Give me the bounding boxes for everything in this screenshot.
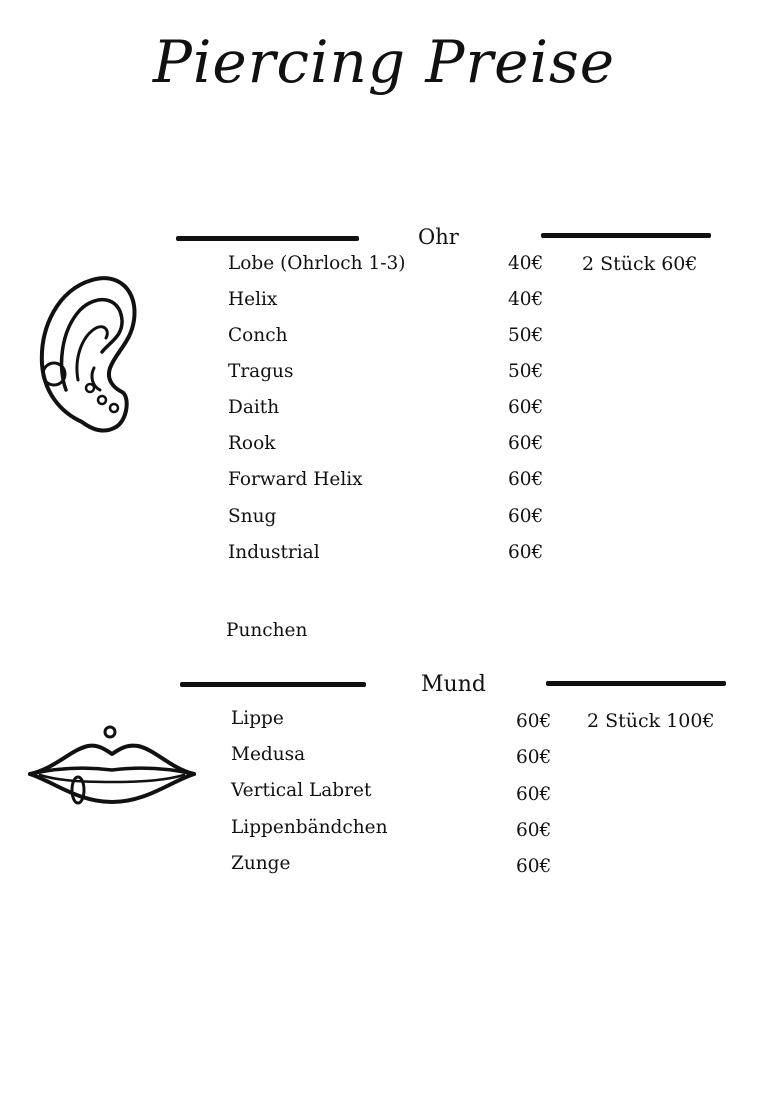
ohr-heading: Ohr — [418, 225, 459, 249]
list-item: Medusa — [231, 744, 306, 765]
list-item: Tragus — [228, 361, 294, 382]
list-item: Lippenbändchen — [231, 817, 388, 838]
list-item: Helix — [228, 289, 278, 310]
list-item: Industrial — [228, 542, 320, 563]
list-item: Snug — [228, 506, 277, 527]
list-item: Rook — [228, 433, 276, 454]
mund-rule-left — [180, 682, 366, 687]
list-item-price: 50€ — [508, 325, 544, 346]
list-item-price: 60€ — [516, 784, 552, 805]
list-item-price: 60€ — [508, 506, 544, 527]
ohr-rule-right — [541, 233, 711, 238]
list-item: Conch — [228, 325, 288, 346]
list-item-price: 60€ — [516, 820, 552, 841]
list-item-price: 50€ — [508, 361, 544, 382]
list-item-price: 60€ — [516, 747, 552, 768]
punchen-label: Punchen — [226, 620, 308, 641]
list-item: Daith — [228, 397, 280, 418]
list-item: Vertical Labret — [231, 780, 372, 801]
list-item-price: 60€ — [508, 433, 544, 454]
ear-icon — [30, 272, 142, 438]
list-item: Forward Helix — [228, 469, 363, 490]
page-title: Piercing Preise — [152, 28, 616, 96]
list-item-price: 60€ — [516, 711, 552, 732]
ohr-rule-left — [176, 236, 359, 241]
list-item: Lippe — [231, 708, 284, 729]
list-item-price: 40€ — [508, 289, 544, 310]
list-item-price: 60€ — [516, 856, 552, 877]
list-item-price: 60€ — [508, 469, 544, 490]
lips-icon — [26, 722, 198, 812]
ohr-bundle-note: 2 Stück 60€ — [582, 253, 698, 275]
list-item: Lobe (Ohrloch 1-3) — [228, 253, 406, 274]
mund-heading: Mund — [421, 672, 486, 697]
list-item: Zunge — [231, 853, 291, 874]
list-item-price: 40€ — [508, 253, 544, 274]
mund-rule-right — [546, 681, 726, 686]
mund-bundle-note: 2 Stück 100€ — [587, 710, 715, 732]
list-item-price: 60€ — [508, 397, 544, 418]
list-item-price: 60€ — [508, 542, 544, 563]
